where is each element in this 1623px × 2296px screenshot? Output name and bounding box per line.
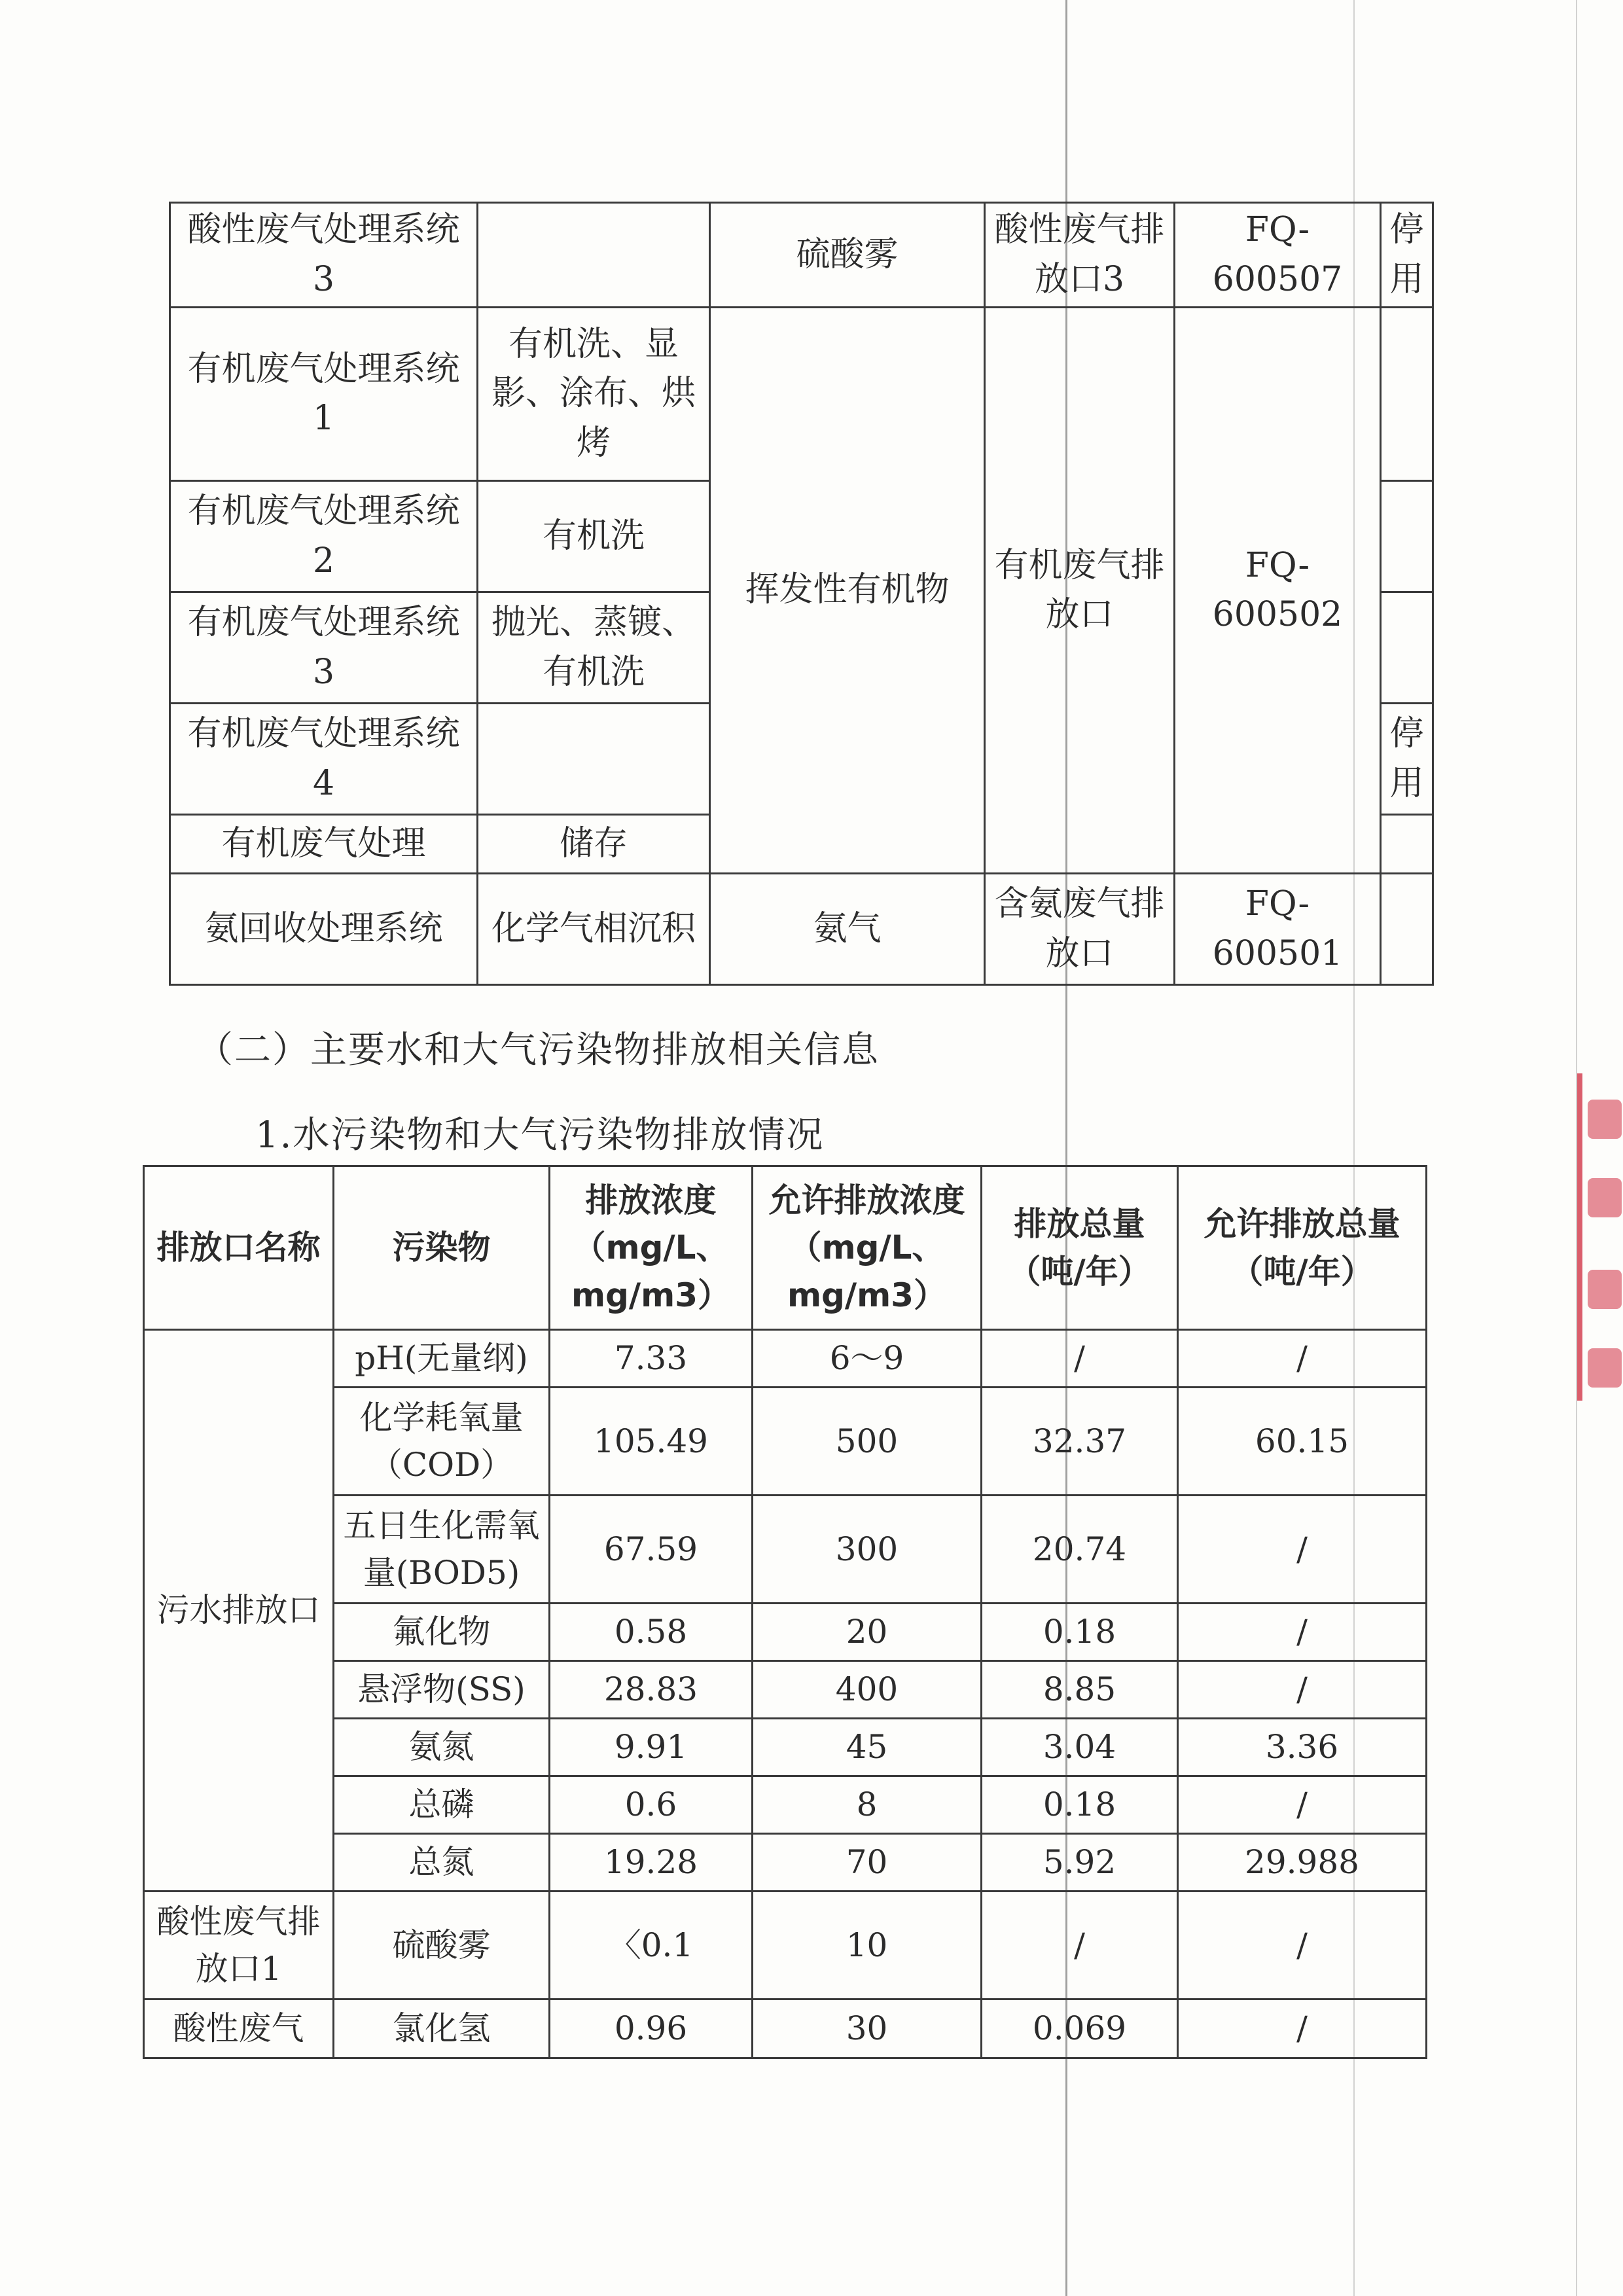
status-cell xyxy=(1381,481,1433,592)
concentration: 9.91 xyxy=(550,1719,753,1776)
allowed-concentration: 45 xyxy=(753,1719,982,1776)
table-row xyxy=(170,203,1433,308)
allowed-total: / xyxy=(1178,1661,1427,1719)
concentration: 0.96 xyxy=(550,2000,753,2058)
system-name: 有机废气处理系统1 xyxy=(170,308,478,481)
total-emission: 8.85 xyxy=(982,1661,1178,1719)
column-header: 允许排放浓度（mg/L、mg/m3） xyxy=(753,1166,982,1330)
concentration: 7.33 xyxy=(550,1330,753,1388)
process-name xyxy=(478,704,710,815)
table-row xyxy=(144,1719,1427,1776)
outlet-name: 酸性废气排放口3 xyxy=(985,203,1175,308)
allowed-total: 3.36 xyxy=(1178,1719,1427,1776)
allowed-total: / xyxy=(1178,1330,1427,1388)
table-row xyxy=(144,1388,1427,1496)
table-row xyxy=(144,1892,1427,2000)
pollutant-name: 氨气 xyxy=(710,874,985,985)
system-name: 有机废气处理系统2 xyxy=(170,481,478,592)
allowed-total: / xyxy=(1178,1892,1427,2000)
outlet-name: 含氨废气排放口 xyxy=(985,874,1175,985)
outlet-name: 酸性废气排放口1 xyxy=(144,1892,334,2000)
pollutant-name: 氨氮 xyxy=(334,1719,550,1776)
allowed-concentration: 300 xyxy=(753,1496,982,1604)
system-name: 有机废气处理 xyxy=(170,815,478,874)
total-emission: 32.37 xyxy=(982,1388,1178,1496)
pollutant-name: 总氮 xyxy=(334,1834,550,1892)
table-header-row xyxy=(144,1166,1427,1330)
outlet-name: 有机废气排放口 xyxy=(985,308,1175,874)
system-name: 酸性废气处理系统3 xyxy=(170,203,478,308)
concentration: 67.59 xyxy=(550,1496,753,1604)
table-row xyxy=(170,874,1433,985)
concentration: 0.6 xyxy=(550,1776,753,1834)
column-header: 排放总量（吨/年） xyxy=(982,1166,1178,1330)
pollutant-name: 氯化氢 xyxy=(334,2000,550,2058)
total-emission: / xyxy=(982,1892,1178,2000)
table-row xyxy=(170,308,1433,481)
concentration: 0.58 xyxy=(550,1604,753,1661)
emission-table xyxy=(143,1165,1427,2059)
total-emission: 3.04 xyxy=(982,1719,1178,1776)
concentration: 105.49 xyxy=(550,1388,753,1496)
process-name: 化学气相沉积 xyxy=(478,874,710,985)
outlet-code: FQ-600507 xyxy=(1175,203,1381,308)
process-name: 抛光、蒸镀、有机洗 xyxy=(478,592,710,704)
official-seal-fragment xyxy=(1577,1073,1623,1401)
column-header: 排放口名称 xyxy=(144,1166,334,1330)
process-name: 有机洗 xyxy=(478,481,710,592)
status-cell: 停用 xyxy=(1381,704,1433,815)
table-row xyxy=(144,1661,1427,1719)
status-cell xyxy=(1381,308,1433,481)
table-row xyxy=(144,1604,1427,1661)
allowed-concentration: 400 xyxy=(753,1661,982,1719)
section-heading: （二）主要水和大气污染物排放相关信息 xyxy=(196,1029,880,1071)
allowed-total: / xyxy=(1178,1496,1427,1604)
pollutant-name: 氟化物 xyxy=(334,1604,550,1661)
total-emission: 0.18 xyxy=(982,1776,1178,1834)
pollutant-name: 总磷 xyxy=(334,1776,550,1834)
total-emission: 0.18 xyxy=(982,1604,1178,1661)
outlet-name: 污水排放口 xyxy=(144,1330,334,1892)
pollutant-name: 悬浮物(SS) xyxy=(334,1661,550,1719)
pollutant-name: 化学耗氧量（COD） xyxy=(334,1388,550,1496)
process-name: 储存 xyxy=(478,815,710,874)
allowed-concentration: 10 xyxy=(753,1892,982,2000)
system-name: 氨回收处理系统 xyxy=(170,874,478,985)
table-row xyxy=(144,1834,1427,1892)
allowed-total: / xyxy=(1178,2000,1427,2058)
total-emission: 20.74 xyxy=(982,1496,1178,1604)
allowed-total: / xyxy=(1178,1604,1427,1661)
treatment-system-table xyxy=(169,202,1434,986)
subsection-heading: 1.水污染物和大气污染物排放情况 xyxy=(255,1114,825,1157)
concentration: 〈0.1 xyxy=(550,1892,753,2000)
status-cell xyxy=(1381,815,1433,874)
allowed-concentration: 20 xyxy=(753,1604,982,1661)
total-emission: 5.92 xyxy=(982,1834,1178,1892)
allowed-concentration: 500 xyxy=(753,1388,982,1496)
table-row xyxy=(144,1330,1427,1388)
allowed-concentration: 70 xyxy=(753,1834,982,1892)
table-row xyxy=(144,2000,1427,2058)
pollutant-name: 硫酸雾 xyxy=(710,203,985,308)
outlet-code: FQ-600502 xyxy=(1175,308,1381,874)
allowed-concentration: 8 xyxy=(753,1776,982,1834)
column-header: 污染物 xyxy=(334,1166,550,1330)
outlet-code: FQ-600501 xyxy=(1175,874,1381,985)
pollutant-name: pH(无量纲) xyxy=(334,1330,550,1388)
pollutant-name: 五日生化需氧量(BOD5) xyxy=(334,1496,550,1604)
column-header: 排放浓度（mg/L、mg/m3） xyxy=(550,1166,753,1330)
total-emission: / xyxy=(982,1330,1178,1388)
allowed-concentration: 30 xyxy=(753,2000,982,2058)
status-cell xyxy=(1381,874,1433,985)
system-name: 有机废气处理系统4 xyxy=(170,704,478,815)
concentration: 28.83 xyxy=(550,1661,753,1719)
allowed-total: 60.15 xyxy=(1178,1388,1427,1496)
allowed-concentration: 6～9 xyxy=(753,1330,982,1388)
pollutant-name: 硫酸雾 xyxy=(334,1892,550,2000)
status-cell xyxy=(1381,592,1433,704)
total-emission: 0.069 xyxy=(982,2000,1178,2058)
status-cell: 停用 xyxy=(1381,203,1433,308)
table-row xyxy=(144,1496,1427,1604)
process-name: 有机洗、显影、涂布、烘烤 xyxy=(478,308,710,481)
process-name xyxy=(478,203,710,308)
allowed-total: / xyxy=(1178,1776,1427,1834)
system-name: 有机废气处理系统3 xyxy=(170,592,478,704)
column-header: 允许排放总量（吨/年） xyxy=(1178,1166,1427,1330)
allowed-total: 29.988 xyxy=(1178,1834,1427,1892)
concentration: 19.28 xyxy=(550,1834,753,1892)
outlet-name: 酸性废气 xyxy=(144,2000,334,2058)
table-row xyxy=(144,1776,1427,1834)
pollutant-name: 挥发性有机物 xyxy=(710,308,985,874)
